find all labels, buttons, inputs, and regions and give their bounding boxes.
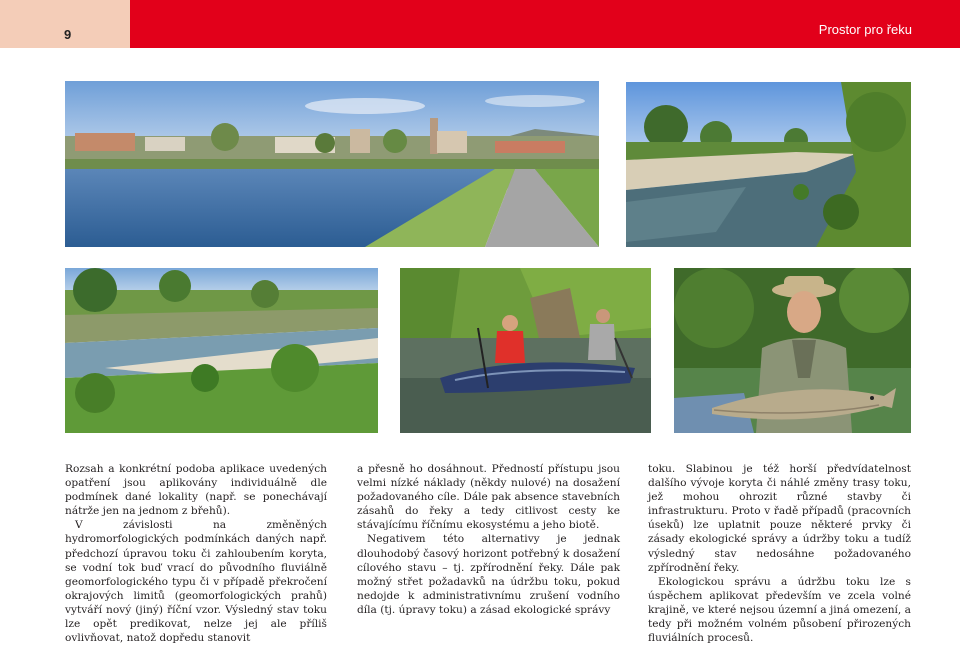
photo-river-town-embankment [65, 81, 599, 247]
paragraph: Negativem této alternativy je jednak dlouhodobý časový horizont potřebný k dosažení cílového stavu – tj. zpřírodnění řeky. Dále pak možný střet požadavků na údržbu toku, pokud nedojde k administrativnímu zrušení vodního díla (tj. úpravy toku) a zásad ekologické správy [357, 533, 620, 616]
photo-river-gravel-bank [626, 82, 911, 247]
text-column-1 [65, 462, 327, 645]
photo-river-sandbar-meadow [65, 268, 378, 433]
text-column-2 [357, 462, 620, 617]
section-title: Prostor pro řeku [818, 22, 912, 37]
paragraph: a přesně ho dosáhnout. Předností přístupu jsou velmi nízké náklady (někdy nulové) na dosažení požadovaného cíle. Dále pak absence stavebních zásahů do řeky a tedy citlivost cesty ke stávajícímu říčnímu ekosystému a jeho biotě. [357, 463, 620, 532]
photo-canoe-on-river [400, 268, 651, 433]
photo-angler-with-fish [674, 268, 911, 433]
paragraph: toku. Slabinou je též horší předvídatelnost dalšího vývoje koryta či náhlé změny trasy toku, jež mohou ohrozit různé stavby či infrastrukturu. Proto v řadě případů (pracovních úseků) lze uplatnit pouze některé prvky či zásady ekologické správy a údržby toku a tudíž výsledný stav nedosáhne požadovaného zpřírodnění řeky. [648, 463, 911, 574]
paragraph: V závislosti na změněných hydromorfologických podmínkách daných např. předchozí úpravou toku či zahloubením koryta, se vodní tok buď vrací do původního fluviálně geomorfologického typu či v případě překročení okrajových limitů (geomorfologických prahů) vytváří nový (jiný) říční vzor. Výsledný stav toku lze opět predikovat, nelze jej ale příliš ovlivňovat, natož dopředu stanovit [65, 519, 327, 645]
paragraph: Ekologickou správu a údržbu toku lze s úspěchem aplikovat především ve zcela volné krajině, ve které nejsou územní a jiná omezení, a tedy při možném volném působení přirozených fluviálních procesů. [648, 575, 911, 645]
paragraph: Rozsah a konkrétní podoba aplikace uvedených opatření jsou aplikovány individuálně dle podmínek dané lokality (např. se ponechávají nátrže jen na jednom z břehů). [65, 463, 327, 518]
text-column-3 [648, 462, 911, 645]
page-number: 9 [64, 27, 72, 42]
